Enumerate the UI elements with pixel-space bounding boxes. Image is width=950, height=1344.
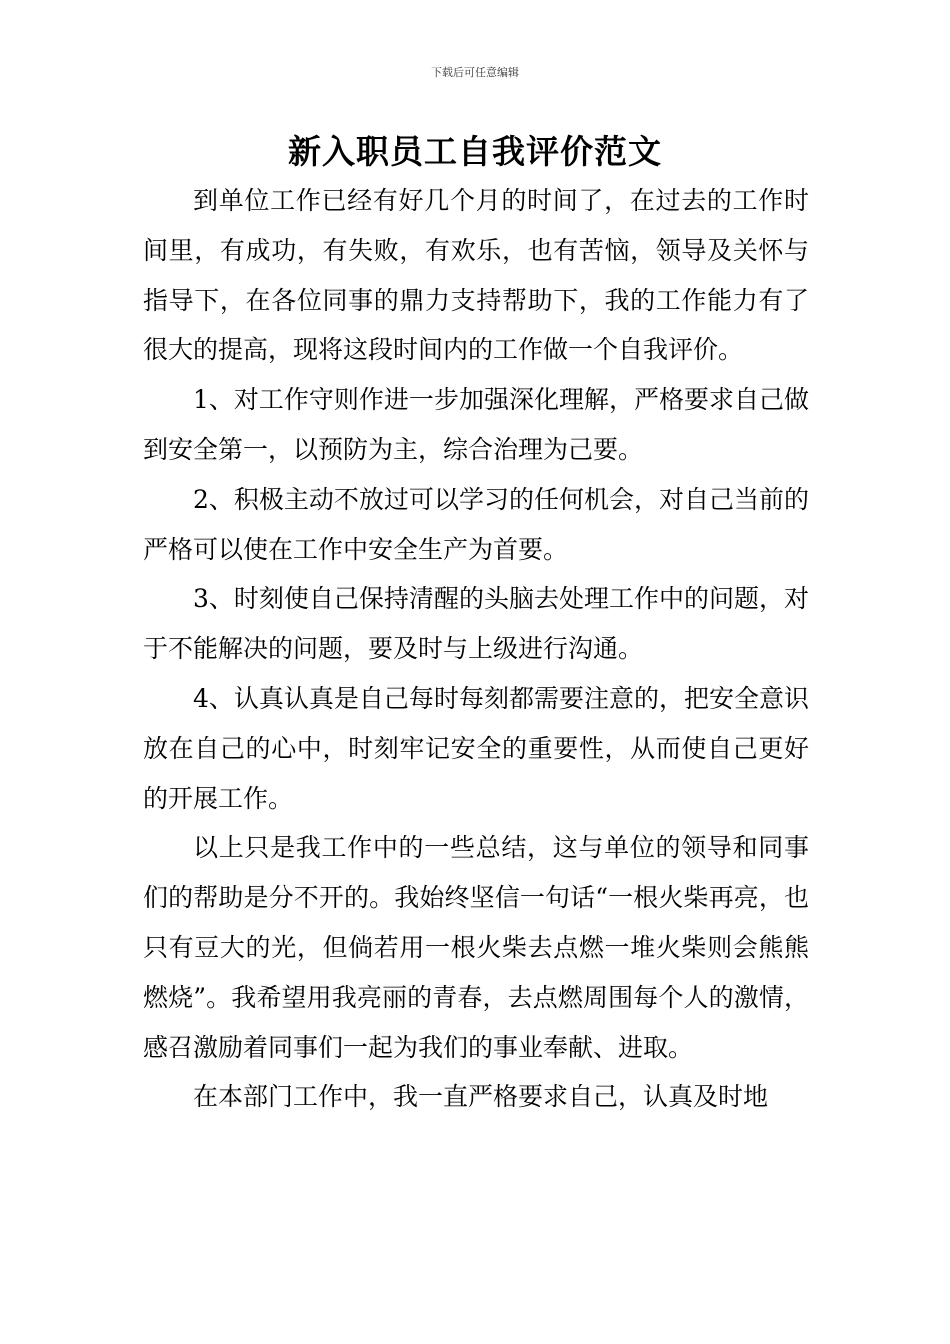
paragraph-item-3: 3、时刻使自己保持清醒的头脑去处理工作中的问题，对于不能解决的问题，要及时与上级进行沟通。: [143, 584, 809, 664]
paragraph-summary: 以上只是我工作中的一些总结，这与单位的领导和同事们的帮助是分不开的。我始终坚信一句话“一根火柴再亮，也只有豆大的光，但倘若用一根火柴去点燃一堆火柴则会熊熊燃烧”。我希望用我亮丽的青春，去点燃周围每个人的激情，感召激励着同事们一起为我们的事业奉献、进取。: [143, 833, 809, 1062]
paragraph-continued: 在本部门工作中，我一直严格要求自己，认真及时地: [193, 1082, 769, 1112]
paragraph-intro: 到单位工作已经有好几个月的时间了，在过去的工作时间里，有成功，有失败，有欢乐，也有苦恼，领导及关怀与指导下，在各位同事的鼎力支持帮助下，我的工作能力有了很大的提高，现将这段时间内的工作做一个自我评价。: [143, 186, 809, 365]
document-title: 新入职员工自我评价范文: [288, 132, 662, 171]
paragraph-item-4: 4、认真认真是自己每时每刻都需要注意的，把安全意识放在自己的心中，时刻牢记安全的重要性，从而使自己更好的开展工作。: [143, 683, 809, 813]
document-body: [143, 176, 809, 1122]
paragraph-item-1: 1、对工作守则作进一步加强深化理解，严格要求自己做到安全第一，以预防为主，综合治理为己要。: [143, 385, 809, 464]
paragraph-item-2: 2、积极主动不放过可以学习的任何机会，对自己当前的严格可以使在工作中安全生产为首要。: [143, 484, 809, 564]
header-note: 下载后可任意编辑: [431, 66, 519, 79]
